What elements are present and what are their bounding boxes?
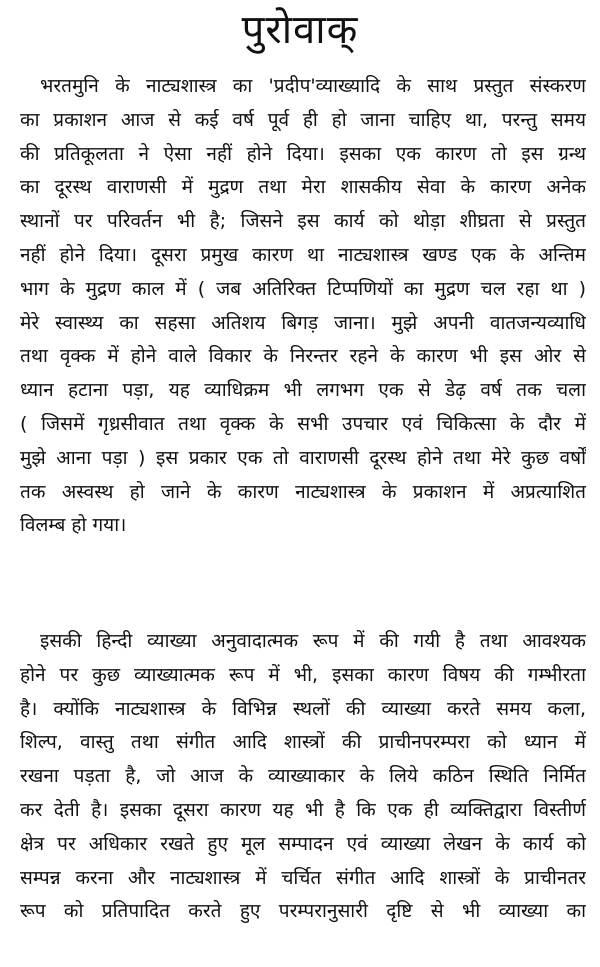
text-line: सम्पन्न करना और नाट्यशास्त्र में चर्चित संगीत आदि शास्त्रों के प्राचीनतर (20, 866, 586, 889)
text-line: विलम्ब हो गया। (20, 514, 127, 537)
text-line: तक अस्वस्थ हो जाने के कारण नाट्यशास्त्र के प्रकाशन में अप्रत्याशित (20, 480, 586, 503)
text-line: होने पर कुछ व्याख्यात्मक रूप में भी, इसका कारण विषय की गम्भीरता (20, 663, 586, 686)
text-line: कर देती है। इसका दूसरा कारण यह भी है कि एक ही व्यक्तिद्वारा विस्तीर्ण (20, 798, 586, 821)
text-line: शिल्प, वास्तु तथा संगीत आदि शास्त्रों की प्राचीनपरम्परा को ध्यान में (20, 731, 586, 754)
paragraph-1 (20, 70, 586, 543)
text-line: नहीं होने दिया। दूसरा प्रमुख कारण था नाट्यशास्त्र खण्ड एक के अन्तिम (20, 243, 586, 266)
text-line: की प्रतिकूलता ने ऐसा नहीं होने दिया। इसका एक कारण तो इस ग्रन्थ (20, 142, 586, 165)
paragraph-2 (20, 625, 586, 929)
text-line: इसकी हिन्दी व्याख्या अनुवादात्मक रूप में की गयी है तथा आवश्यक (40, 630, 586, 652)
text-line: रखना पड़ता है, जो आज के व्याख्याकार के लिये कठिन स्थिति निर्मित (20, 765, 586, 788)
text-line: भरतमुनि के नाट्यशास्त्र का 'प्रदीप'व्याख्यादि के साथ प्रस्तुत संस्करण (40, 75, 586, 97)
page-title: पुरोवाक् (241, 7, 359, 53)
text-line: स्थानों पर परिवर्तन भी है; जिसने इस कार्य को थोड़ा शीघ्रता से प्रस्तुत (20, 210, 586, 233)
text-line: रूप को प्रतिपादित करते हुए परम्परानुसारी दृष्टि से भी व्याख्या का (20, 900, 586, 923)
text-line: तथा वृक्क में होने वाले विकार के निरन्तर रहने के कारण भी इस ओर से (20, 345, 586, 368)
text-line: भाग के मुद्रण काल में ( जब अतिरिक्त टिप्पणियों का मुद्रण चल रहा था ) (20, 277, 586, 300)
text-line: का दूरस्थ वाराणसी में मुद्रण तथा मेरा शासकीय सेवा के कारण अनेक (20, 176, 586, 199)
text-line: मेरे स्वास्थ्य का सहसा अतिशय बिगड़ जाना। मुझे अपनी वातजन्यव्याधि (20, 311, 586, 334)
text-line: मुझे आना पड़ा ) इस प्रकार एक तो वाराणसी दूरस्थ होने तथा मेरे कुछ वर्षों (20, 446, 586, 469)
text-line: का प्रकाशन आज से कई वर्ष पूर्व ही हो जाना चाहिए था, परन्तु समय (20, 108, 586, 131)
text-line: ( जिसमें गृध्रसीवात तथा वृक्क के सभी उपचार एवं चिकित्सा के दौर में (20, 412, 586, 435)
text-line: क्षेत्र पर अधिकार रखते हुए मूल सम्पादन एवं व्याख्या लेखन के कार्य को (20, 832, 586, 855)
text-line: ध्यान हटाना पड़ा, यह व्याधिक्रम भी लगभग एक से डेढ़ वर्ष तक चला (20, 379, 586, 402)
text-line: है। क्योंकि नाट्यशास्त्र के विभिन्न स्थलों की व्याख्या करते समय कला, (20, 697, 586, 720)
